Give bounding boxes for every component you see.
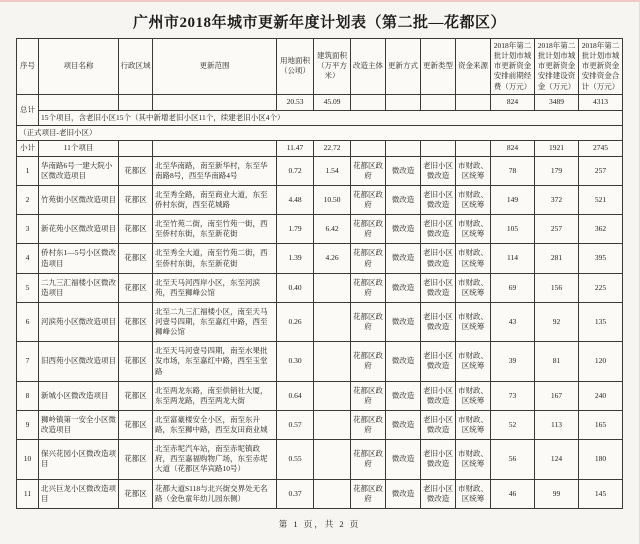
column-header-scope: 更新范围	[153, 39, 277, 95]
column-header-funding-source: 资金来源	[456, 39, 491, 95]
cell-land-area: 0.72	[277, 156, 314, 185]
column-header-entity: 改造主体	[351, 39, 386, 95]
column-header-floor-area: 建筑面积（万平方米）	[314, 39, 351, 95]
cell-total-fund: 225	[579, 273, 623, 302]
cell-project-name: 新花苑小区微改造项目	[39, 215, 119, 244]
cell-total-fund: 4313	[579, 94, 623, 110]
cell-type: 老旧小区微改造	[421, 156, 456, 185]
cell-method: 微改造	[386, 479, 421, 508]
cell-pre-fee: 52	[491, 410, 535, 439]
plan-table	[16, 38, 623, 509]
cell-type: 老旧小区微改造	[421, 215, 456, 244]
cell-build-fund: 92	[535, 302, 579, 341]
cell-total-fund: 145	[579, 479, 623, 508]
cell-floor-area	[314, 342, 351, 381]
cell-floor-area	[314, 273, 351, 302]
column-header-land-area: 用地面积（公顷）	[277, 39, 314, 95]
cell-funding-source: 市财政、区统筹	[456, 185, 491, 214]
cell-scope	[153, 94, 277, 110]
cell-build-fund: 167	[535, 381, 579, 410]
cell-type: 老旧小区微改造	[421, 479, 456, 508]
cell-total-fund: 180	[579, 440, 623, 479]
cell-pre-fee: 73	[491, 381, 535, 410]
cell-total-fund: 362	[579, 215, 623, 244]
cell-no: 6	[17, 302, 39, 341]
cell-method	[386, 140, 421, 156]
column-header-pre-fee: 2018年第二批计划市城市更新资金安排前期经费（万元）	[491, 39, 535, 95]
cell-scope: 北至赤坭汽车站，南至赤坭镇政府，西至嘉福购物广场，东至赤坭大道（花都区华宾路10号）	[153, 440, 277, 479]
table-row	[17, 185, 623, 214]
column-header-no: 序号	[17, 39, 39, 95]
cell-scope: 北至富豪楼安全小区，南至东升路，东至狮中路，西至友田商业城	[153, 410, 277, 439]
subtotal-label: 小计	[17, 140, 39, 156]
cell-floor-area	[314, 381, 351, 410]
cell-no: 3	[17, 215, 39, 244]
cell-type: 老旧小区微改造	[421, 381, 456, 410]
cell-no: 8	[17, 381, 39, 410]
cell-total-fund: 521	[579, 185, 623, 214]
cell-scope: 北至两龙东路，南至供销社大厦，东至两龙路，西至两龙大街	[153, 381, 277, 410]
cell-district: 花都区	[119, 381, 153, 410]
table-row	[17, 381, 623, 410]
cell-entity: 花都区政府	[351, 440, 386, 479]
cell-floor-area	[314, 440, 351, 479]
cell-land-area: 1.79	[277, 215, 314, 244]
cell-method: 微改造	[386, 381, 421, 410]
cell-pre-fee: 69	[491, 273, 535, 302]
cell-method: 微改造	[386, 302, 421, 341]
cell-total-fund: 2745	[579, 140, 623, 156]
column-header-project-name: 项目名称	[39, 39, 119, 95]
table-row	[17, 410, 623, 439]
cell-method: 微改造	[386, 440, 421, 479]
cell-scope: 花都大道S118与北兴街交界处无名路（金色童年幼儿园东侧）	[153, 479, 277, 508]
total-note-row	[17, 110, 623, 125]
cell-floor-area: 22.72	[314, 140, 351, 156]
cell-pre-fee: 149	[491, 185, 535, 214]
cell-pre-fee: 114	[491, 244, 535, 273]
cell-pre-fee: 56	[491, 440, 535, 479]
cell-entity: 花都区政府	[351, 410, 386, 439]
cell-funding-source: 市财政、区统筹	[456, 410, 491, 439]
cell-project-name: 华南路6号一建大院小区微改造项目	[39, 156, 119, 185]
column-header-type: 更新类型	[421, 39, 456, 95]
cell-total-fund: 135	[579, 302, 623, 341]
cell-district: 花都区	[119, 215, 153, 244]
cell-build-fund: 124	[535, 440, 579, 479]
cell-district: 花都区	[119, 273, 153, 302]
cell-build-fund: 156	[535, 273, 579, 302]
cell-entity: 花都区政府	[351, 302, 386, 341]
cell-pre-fee: 39	[491, 342, 535, 381]
cell-type	[421, 140, 456, 156]
cell-project-name	[39, 94, 119, 110]
cell-method: 微改造	[386, 342, 421, 381]
cell-floor-area: 10.50	[314, 185, 351, 214]
cell-total-fund: 120	[579, 342, 623, 381]
cell-no: 4	[17, 244, 39, 273]
cell-total-fund: 240	[579, 381, 623, 410]
cell-project-name: 旧西苑小区微改造项目	[39, 342, 119, 381]
cell-project-name: 侨村东1—5号小区微改造项目	[39, 244, 119, 273]
cell-type: 老旧小区微改造	[421, 273, 456, 302]
cell-district: 花都区	[119, 440, 153, 479]
cell-scope: 北至天马河西岸小区，东至河滨苑，西至狮峰公馆	[153, 273, 277, 302]
cell-no: 10	[17, 440, 39, 479]
cell-funding-source: 市财政、区统筹	[456, 244, 491, 273]
column-header-total-fund: 2018年第二批计划市城市更新资金安排资金合计（万元）	[579, 39, 623, 95]
cell-district: 花都区	[119, 185, 153, 214]
cell-build-fund: 3489	[535, 94, 579, 110]
cell-type: 老旧小区微改造	[421, 342, 456, 381]
cell-total-fund: 165	[579, 410, 623, 439]
cell-project-name: 北兴巨龙小区微改造项目	[39, 479, 119, 508]
cell-pre-fee: 43	[491, 302, 535, 341]
cell-floor-area: 45.09	[314, 94, 351, 110]
total-note: 15个项目，含老旧小区15个（其中新增老旧小区11个，续建老旧小区4个）	[39, 110, 623, 125]
cell-no: 7	[17, 342, 39, 381]
cell-pre-fee: 824	[491, 140, 535, 156]
cell-project-name: 竹苑街小区微改造项目	[39, 185, 119, 214]
table-header	[17, 39, 623, 95]
header-row	[17, 39, 623, 95]
cell-no: 11	[17, 479, 39, 508]
cell-method: 微改造	[386, 156, 421, 185]
cell-land-area: 0.37	[277, 479, 314, 508]
cell-funding-source: 市财政、区统筹	[456, 273, 491, 302]
cell-funding-source	[456, 94, 491, 110]
cell-funding-source	[456, 140, 491, 156]
cell-build-fund: 257	[535, 215, 579, 244]
cell-method	[386, 94, 421, 110]
cell-no: 5	[17, 273, 39, 302]
cell-floor-area: 4.26	[314, 244, 351, 273]
table-row	[17, 342, 623, 381]
cell-scope: 北至秀全大道，南至竹苑二街，西至侨村东街，东至新花街	[153, 244, 277, 273]
cell-funding-source: 市财政、区统筹	[456, 215, 491, 244]
cell-build-fund: 81	[535, 342, 579, 381]
cell-method: 微改造	[386, 244, 421, 273]
cell-project-name: 11个项目	[39, 140, 119, 156]
cell-land-area: 20.53	[277, 94, 314, 110]
section-row	[17, 125, 623, 140]
cell-project-name: 河滨苑小区微改造项目	[39, 302, 119, 341]
cell-district	[119, 140, 153, 156]
cell-scope: 北至华南路，南至新华村，东至华南路8号，西至华南路4号	[153, 156, 277, 185]
cell-no: 9	[17, 410, 39, 439]
cell-district: 花都区	[119, 410, 153, 439]
cell-no: 1	[17, 156, 39, 185]
cell-district: 花都区	[119, 244, 153, 273]
cell-type	[421, 94, 456, 110]
cell-total-fund: 395	[579, 244, 623, 273]
table-row	[17, 156, 623, 185]
cell-funding-source: 市财政、区统筹	[456, 302, 491, 341]
cell-build-fund: 113	[535, 410, 579, 439]
cell-type: 老旧小区微改造	[421, 302, 456, 341]
cell-scope: 北至秀全路，南至商业大道，东至侨村东街，西至花城路	[153, 185, 277, 214]
column-header-district: 行政区域	[119, 39, 153, 95]
cell-floor-area	[314, 410, 351, 439]
cell-land-area: 0.57	[277, 410, 314, 439]
cell-funding-source: 市财政、区统筹	[456, 156, 491, 185]
cell-build-fund: 179	[535, 156, 579, 185]
cell-pre-fee: 46	[491, 479, 535, 508]
cell-entity: 花都区政府	[351, 479, 386, 508]
cell-method: 微改造	[386, 185, 421, 214]
cell-district: 花都区	[119, 342, 153, 381]
table-row	[17, 440, 623, 479]
total-row	[17, 94, 623, 110]
cell-no: 2	[17, 185, 39, 214]
cell-district: 花都区	[119, 302, 153, 341]
cell-total-fund: 257	[579, 156, 623, 185]
cell-land-area: 0.64	[277, 381, 314, 410]
column-header-method: 更新方式	[386, 39, 421, 95]
cell-land-area: 1.39	[277, 244, 314, 273]
cell-district: 花都区	[119, 156, 153, 185]
cell-land-area: 0.30	[277, 342, 314, 381]
cell-funding-source: 市财政、区统筹	[456, 479, 491, 508]
cell-entity: 花都区政府	[351, 215, 386, 244]
table-body	[17, 94, 623, 508]
cell-entity	[351, 140, 386, 156]
cell-type: 老旧小区微改造	[421, 185, 456, 214]
table-row	[17, 302, 623, 341]
cell-build-fund: 1921	[535, 140, 579, 156]
cell-floor-area: 1.54	[314, 156, 351, 185]
cell-funding-source: 市财政、区统筹	[456, 342, 491, 381]
cell-project-name: 狮岭镇第一安全小区微改造项目	[39, 410, 119, 439]
total-label: 总计	[17, 94, 39, 125]
page-footer: 第 1 页，共 2 页	[278, 518, 361, 529]
cell-pre-fee: 824	[491, 94, 535, 110]
cell-build-fund: 99	[535, 479, 579, 508]
cell-scope: 北至竹苑二街，南至竹苑一街，西至侨村东街，东至新花街	[153, 215, 277, 244]
cell-method: 微改造	[386, 215, 421, 244]
cell-project-name: 二九三汇福楼小区微改造项目	[39, 273, 119, 302]
page-title: 广州市2018年城市更新年度计划表（第二批—花都区）	[132, 15, 506, 31]
table-row	[17, 244, 623, 273]
cell-project-name: 保兴花园小区微改造项目	[39, 440, 119, 479]
column-header-build-fund: 2018年第二批计划市城市更新资金安排建设资金（万元）	[535, 39, 579, 95]
cell-entity	[351, 94, 386, 110]
cell-land-area: 0.26	[277, 302, 314, 341]
cell-funding-source: 市财政、区统筹	[456, 381, 491, 410]
cell-land-area: 0.55	[277, 440, 314, 479]
cell-district: 花都区	[119, 479, 153, 508]
cell-build-fund: 372	[535, 185, 579, 214]
cell-scope: 北至天马河壹号四期，南至水果批发市场，东至嘉红中路，西至玉堂路	[153, 342, 277, 381]
subtotal-row	[17, 140, 623, 156]
table-row	[17, 215, 623, 244]
cell-method: 微改造	[386, 273, 421, 302]
cell-land-area: 0.40	[277, 273, 314, 302]
cell-build-fund: 281	[535, 244, 579, 273]
cell-floor-area: 6.42	[314, 215, 351, 244]
cell-project-name: 新城小区微改造项目	[39, 381, 119, 410]
cell-entity: 花都区政府	[351, 244, 386, 273]
cell-entity: 花都区政府	[351, 273, 386, 302]
cell-funding-source: 市财政、区统筹	[456, 440, 491, 479]
cell-floor-area	[314, 479, 351, 508]
cell-entity: 花都区政府	[351, 342, 386, 381]
cell-entity: 花都区政府	[351, 185, 386, 214]
cell-land-area: 4.48	[277, 185, 314, 214]
cell-entity: 花都区政府	[351, 381, 386, 410]
cell-pre-fee: 105	[491, 215, 535, 244]
table-row	[17, 479, 623, 508]
cell-scope	[153, 140, 277, 156]
cell-pre-fee: 78	[491, 156, 535, 185]
cell-type: 老旧小区微改造	[421, 410, 456, 439]
cell-floor-area	[314, 302, 351, 341]
cell-scope: 北至二九三汇福楼小区，南至天马河壹号四期，东至嘉红中路，西至狮峰公馆	[153, 302, 277, 341]
section-label: （正式项目-老旧小区）	[17, 125, 623, 140]
cell-land-area: 11.47	[277, 140, 314, 156]
table-row	[17, 273, 623, 302]
cell-type: 老旧小区微改造	[421, 440, 456, 479]
cell-entity: 花都区政府	[351, 156, 386, 185]
cell-type: 老旧小区微改造	[421, 244, 456, 273]
cell-method: 微改造	[386, 410, 421, 439]
cell-district	[119, 94, 153, 110]
